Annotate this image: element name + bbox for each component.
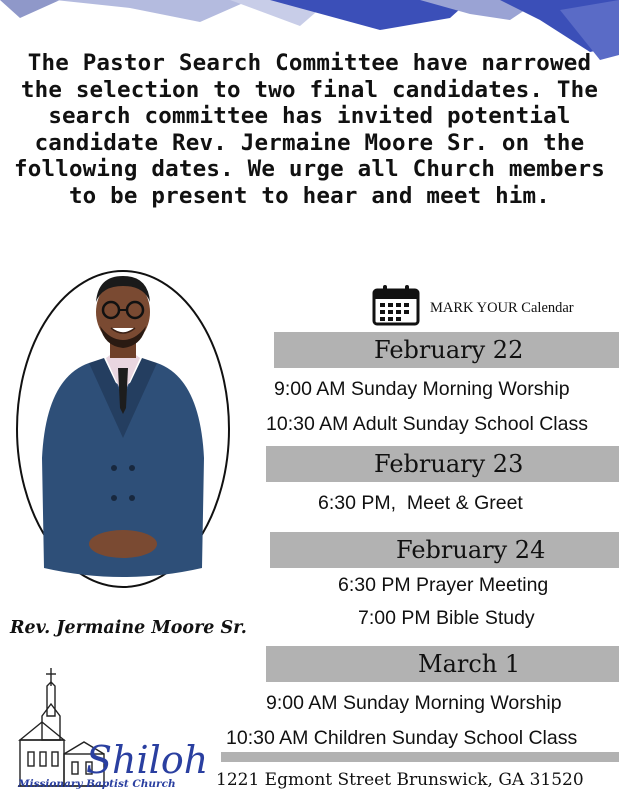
mark-calendar-label: MARK YOUR Calendar xyxy=(430,300,574,316)
event-item: 6:30 PM Prayer Meeting xyxy=(338,574,549,596)
event-item: 6:30 PM, Meet & Greet xyxy=(318,492,523,514)
event-item: 9:00 AM Sunday Morning Worship xyxy=(266,692,562,714)
pastor-name: Rev. Jermaine Moore Sr. xyxy=(10,618,247,638)
church-address: 1221 Egmont Street Brunswick, GA 31520 xyxy=(216,770,584,790)
pastor-portrait xyxy=(14,268,232,590)
event-item: 10:30 AM Children Sunday School Class xyxy=(226,727,578,749)
intro-paragraph: The Pastor Search Committee have narrowed the selection to two final candidates. The search committee has invited potential candidate Rev. Jermaine Moore Sr. on the following dates. We urge all Church members to be present to hear and meet him. xyxy=(13,50,606,209)
event-item: 7:00 PM Bible Study xyxy=(358,607,535,629)
date-mar-1: March 1 xyxy=(418,650,521,678)
calendar-icon xyxy=(372,284,420,326)
date-feb-24: February 24 xyxy=(396,536,546,564)
date-feb-22: February 22 xyxy=(374,336,524,364)
event-item: 9:00 AM Sunday Morning Worship xyxy=(274,378,570,400)
bottom-divider-bar xyxy=(221,752,619,762)
date-feb-23: February 23 xyxy=(374,450,524,478)
church-name: Shiloh xyxy=(86,738,209,782)
church-logo xyxy=(14,660,214,796)
church-subtitle: Missionary Baptist Church xyxy=(18,778,176,790)
event-item: 10:30 AM Adult Sunday School Class xyxy=(266,413,588,435)
